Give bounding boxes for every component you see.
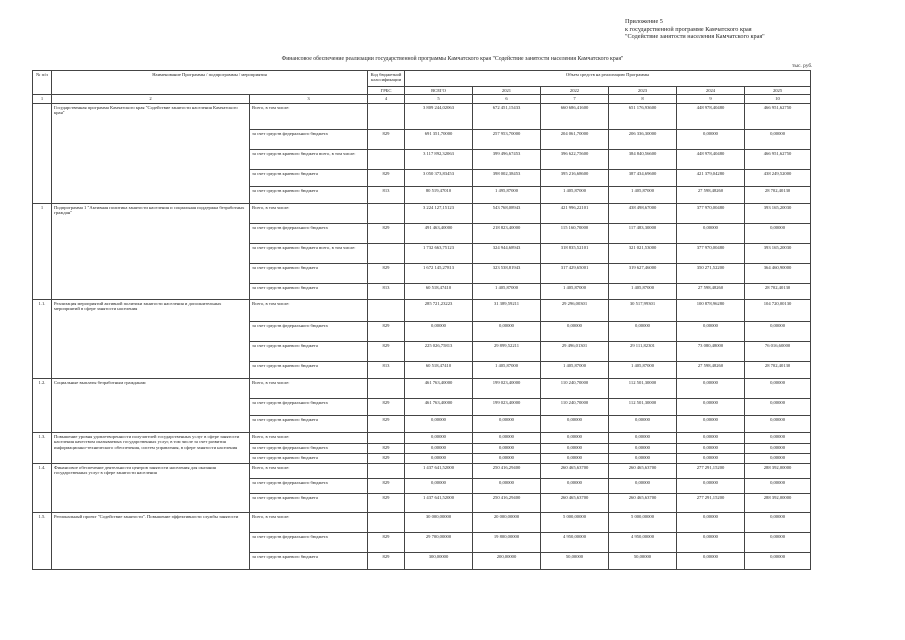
amount-2023: 30 517,99301 [609,299,677,321]
financing-table [32,70,811,570]
grbs-code: 813 [368,283,405,299]
amount-2022: 29 296,00301 [541,299,609,321]
amount-2025: 466 951,62750 [745,149,811,169]
amount-2024: 0,00000 [677,432,745,443]
funding-source: за счет средств федерального бюджета [250,129,368,149]
amount-total: 0,00000 [405,432,473,443]
section-number [33,103,52,203]
amount-total: 3 117 892,32063 [405,149,473,169]
amount-2021: 250 416,29400 [473,463,541,478]
grbs-code [368,432,405,443]
table-row [33,378,811,398]
amount-2021: 1 405,87000 [473,361,541,378]
header-total: ВСЕГО [405,87,473,95]
amount-2021: 1 495,87000 [473,186,541,203]
amount-2022: 0,00000 [541,453,609,463]
amount-2023: 260 465,63700 [609,493,677,512]
funding-source: Всего, в том числе: [250,512,368,532]
header-year-2021: 2021 [473,87,541,95]
grbs-code: 829 [368,532,405,552]
grbs-code [368,203,405,223]
section-name: Региональный проект "Содействие занятости". Повышение эффективности службы занятости [52,512,250,569]
amount-2024: 448 978,40480 [677,149,745,169]
table-row [33,103,811,129]
funding-source: за счет средств краевого бюджета [250,186,368,203]
table-row [33,299,811,321]
amount-total: 1 672 145,27813 [405,263,473,283]
amount-2024: 0,00000 [677,443,745,453]
amount-2022: 421 996,22101 [541,203,609,223]
amount-2025: 393 165,20030 [745,203,811,223]
grbs-code [368,378,405,398]
amount-2024: 27 598,48260 [677,361,745,378]
amount-2023: 0,00000 [609,443,677,453]
amount-2025: 0,00000 [745,415,811,432]
amount-total: 0,00000 [405,415,473,432]
amount-total: 461 763,40000 [405,398,473,415]
amount-2025: 0,00000 [745,129,811,149]
grbs-code: 829 [368,493,405,512]
amount-2024: 0,00000 [677,552,745,569]
amount-2024: 277 291,15200 [677,493,745,512]
table-row [33,463,811,478]
amount-2025: 76 016,60000 [745,341,811,361]
section-name: Подпрограмма 1 "Активная политика занятости населения и социальная поддержка безработных граждан" [52,203,250,299]
amount-2021: 543 768,08943 [473,203,541,223]
funding-source: Всего, в том числе: [250,299,368,321]
amount-2021: 29 899,52211 [473,341,541,361]
amount-2024: 377 970,00480 [677,243,745,263]
amount-total: 29 700,00000 [405,532,473,552]
amount-2021: 0,00000 [473,478,541,493]
amount-2023: 387 434,69600 [609,169,677,186]
amount-2024: 100 878,96280 [677,299,745,321]
funding-source: за счет средств краевого бюджета [250,361,368,378]
header-name: Наименование Программы / подпрограммы / мероприятия [52,71,368,95]
appendix-block [625,18,765,41]
amount-2021: 250 416,29400 [473,493,541,512]
funding-source: за счет средств краевого бюджета [250,552,368,569]
amount-2025: 0,00000 [745,453,811,463]
amount-2025: 28 702,40130 [745,186,811,203]
amount-2022: 1 405,87000 [541,186,609,203]
amount-2021: 199 023,40000 [473,378,541,398]
amount-2023: 112 501,30000 [609,398,677,415]
funding-source: за счет средств краевого бюджета [250,263,368,283]
amount-2023: 5 000,00000 [609,512,677,532]
grbs-code: 829 [368,398,405,415]
amount-2022: 1 405,87000 [541,361,609,378]
amount-2023: 0,00000 [609,453,677,463]
amount-2024: 0,00000 [677,453,745,463]
amount-2023: 1 405,87000 [609,283,677,299]
amount-2021: 398 002,38453 [473,169,541,186]
amount-2021: 1 405,87000 [473,283,541,299]
amount-2024: 0,00000 [677,532,745,552]
header-code-group: Код бюджетной классификации [368,71,405,87]
funding-source: за счет средств краевого бюджета [250,453,368,463]
amount-total: 1 437 641,52000 [405,463,473,478]
funding-source: Всего, в том числе: [250,432,368,443]
funding-source: Всего, в том числе: [250,203,368,223]
amount-2024: 277 291,15200 [677,463,745,478]
amount-2021: 0,00000 [473,453,541,463]
funding-source: Всего, в том числе: [250,463,368,478]
amount-2025: 0,00000 [745,443,811,453]
amount-2021: 324 944,68943 [473,243,541,263]
section-number: 1.4. [33,463,52,512]
funding-source: за счет средств краевого бюджета [250,415,368,432]
amount-total: 225 026,75813 [405,341,473,361]
amount-2023: 0,00000 [609,415,677,432]
amount-total: 461 763,40000 [405,378,473,398]
funding-source: за счет средств краевого бюджета [250,169,368,186]
unit-label: тыс. руб. [792,63,813,69]
amount-2023: 260 465,63700 [609,463,677,478]
amount-2025: 0,00000 [745,532,811,552]
amount-2022: 50,00000 [541,552,609,569]
funding-source: за счет средств федерального бюджета [250,532,368,552]
header-year-2023: 2023 [609,87,677,95]
amount-2025: 0,00000 [745,512,811,532]
section-name: Реализация мероприятий активной политики занятости населения и дополнительных мероприятий в сфере занятости населения [52,299,250,378]
funding-source: за счет средств федерального бюджета [250,443,368,453]
amount-2023: 0,00000 [609,321,677,341]
amount-2022: 395 216,68600 [541,169,609,186]
amount-total: 60 518,47410 [405,361,473,378]
amount-2023: 319 627,46000 [609,263,677,283]
amount-2022: 260 465,63700 [541,493,609,512]
column-number: 10 [745,95,811,103]
grbs-code: 829 [368,552,405,569]
amount-2023: 438 498,67000 [609,203,677,223]
amount-2025: 364 460,90000 [745,263,811,283]
amount-2021: 0,00000 [473,415,541,432]
amount-2021: 218 823,40000 [473,223,541,243]
amount-2023: 0,00000 [609,478,677,493]
amount-total: 3 809 244,02063 [405,103,473,129]
amount-2024: 0,00000 [677,415,745,432]
grbs-code: 829 [368,478,405,493]
appendix-line: к государственной программе Камчатского края [625,25,752,33]
column-number: 6 [473,95,541,103]
funding-source: за счет средств краевого бюджета [250,341,368,361]
amount-2023: 112 501,30000 [609,378,677,398]
amount-total: 30 000,00000 [405,512,473,532]
amount-2025: 0,00000 [745,432,811,443]
grbs-code [368,149,405,169]
table-body [33,103,811,569]
column-number: 4 [368,95,405,103]
table-row [33,512,811,532]
amount-total: 0,00000 [405,453,473,463]
amount-total: 0,00000 [405,321,473,341]
grbs-code: 829 [368,415,405,432]
amount-2025: 0,00000 [745,478,811,493]
amount-2021: 399 496,67453 [473,149,541,169]
amount-2023: 29 111,82301 [609,341,677,361]
amount-2024: 421 379,04280 [677,169,745,186]
amount-total: 1 437 641,52000 [405,493,473,512]
amount-total: 80 519,47010 [405,186,473,203]
header-year-2025: 2025 [745,87,811,95]
amount-2025: 438 249,52000 [745,169,811,186]
amount-2023: 50,00000 [609,552,677,569]
amount-2023: 321 021,53000 [609,243,677,263]
header-year-2022: 2022 [541,87,609,95]
grbs-code: 813 [368,186,405,203]
amount-2024: 448 978,40480 [677,103,745,129]
amount-2021: 0,00000 [473,443,541,453]
amount-2023: 0,00000 [609,432,677,443]
amount-2024: 0,00000 [677,321,745,341]
amount-2024: 73 080,48000 [677,341,745,361]
amount-2022: 0,00000 [541,443,609,453]
amount-total: 491 463,40000 [405,223,473,243]
grbs-code: 829 [368,223,405,243]
amount-2024: 0,00000 [677,398,745,415]
column-number: 2 [52,95,250,103]
amount-2025: 288 392,00000 [745,493,811,512]
section-number: 1.2. [33,378,52,432]
column-number: 8 [609,95,677,103]
amount-total: 0,00000 [405,443,473,453]
section-number: 1.5. [33,512,52,569]
header-year-2024: 2024 [677,87,745,95]
amount-2025: 0,00000 [745,321,811,341]
header-grbs: ГРБС [368,87,405,95]
amount-2024: 0,00000 [677,378,745,398]
amount-2022: 396 622,75600 [541,149,609,169]
column-number: 9 [677,95,745,103]
grbs-code: 829 [368,169,405,186]
appendix-line: Приложение 5 [625,18,663,25]
amount-2025: 0,00000 [745,398,811,415]
amount-2025: 104 720,00130 [745,299,811,321]
amount-total: 1 732 663,75123 [405,243,473,263]
amount-2023: 4 950,00000 [609,532,677,552]
grbs-code [368,512,405,532]
amount-2021: 323 538,81943 [473,263,541,283]
grbs-code [368,103,405,129]
funding-source: за счет средств краевого бюджета [250,493,368,512]
amount-2023: 651 176,93600 [609,103,677,129]
amount-2025: 28 702,40130 [745,361,811,378]
amount-2021: 20 000,00000 [473,512,541,532]
amount-2025: 28 702,40130 [745,283,811,299]
grbs-code: 829 [368,443,405,453]
column-number-row [33,95,811,103]
amount-2024: 0,00000 [677,129,745,149]
appendix-line: "Содействие занятости населения Камчатского края" [625,33,765,41]
funding-source: за счет средств федерального бюджета [250,478,368,493]
funding-source: за счет средств федерального бюджета [250,398,368,415]
amount-2022: 29 496,01301 [541,341,609,361]
amount-2023: 206 336,30000 [609,129,677,149]
amount-2025: 393 165,20030 [745,243,811,263]
amount-total: 60 518,47410 [405,283,473,299]
funding-source: за счет средств краевого бюджета всего, в том числе: [250,149,368,169]
amount-2022: 110 240,70000 [541,398,609,415]
amount-2021: 199 023,40000 [473,398,541,415]
amount-2021: 31 389,59211 [473,299,541,321]
amount-total: 285 721,23223 [405,299,473,321]
funding-source: Всего, в том числе: [250,378,368,398]
grbs-code: 829 [368,263,405,283]
amount-2022: 204 061,70000 [541,129,609,149]
document-title: Финансовое обеспечение реализации государственной программы Камчатского края "Содействие занятости населения Камчатского края" [281,56,624,62]
amount-2022: 660 686,41600 [541,103,609,129]
column-number: 1 [33,95,52,103]
amount-2022: 0,00000 [541,432,609,443]
amount-total: 691 351,70000 [405,129,473,149]
funding-source: за счет средств федерального бюджета [250,223,368,243]
amount-2021: 257 953,70000 [473,129,541,149]
amount-2021: 200,00000 [473,552,541,569]
grbs-code [368,463,405,478]
amount-total: 3 224 127,15123 [405,203,473,223]
grbs-code [368,243,405,263]
amount-2024: 27 598,48260 [677,186,745,203]
table-row [33,203,811,223]
grbs-code [368,299,405,321]
grbs-code: 829 [368,321,405,341]
amount-2025: 0,00000 [745,378,811,398]
section-number: 1.1. [33,299,52,378]
funding-source: Всего, в том числе: [250,103,368,129]
amount-2024: 350 271,52200 [677,263,745,283]
amount-2025: 0,00000 [745,223,811,243]
section-name: Финансовое обеспечение деятельности центров занятости населения для оказания государственных услуг в сфере занятости населения [52,463,250,512]
funding-source: за счет средств краевого бюджета [250,283,368,299]
amount-2022: 110 240,70000 [541,378,609,398]
grbs-code: 829 [368,453,405,463]
amount-total: 3 050 373,83453 [405,169,473,186]
amount-2021: 0,00000 [473,321,541,341]
amount-2025: 0,00000 [745,552,811,569]
funding-source: за счет средств краевого бюджета всего, в том числе: [250,243,368,263]
amount-2024: 0,00000 [677,478,745,493]
header-num: № п/п [33,71,52,95]
amount-2022: 318 835,52101 [541,243,609,263]
amount-2022: 0,00000 [541,321,609,341]
amount-2022: 260 465,63700 [541,463,609,478]
amount-2025: 288 392,00000 [745,463,811,478]
amount-2022: 0,00000 [541,415,609,432]
amount-2021: 0,00000 [473,432,541,443]
header-volume-group: Объем средств на реализацию Программы [405,71,811,87]
section-name: Социальные выплаты безработным гражданам [52,378,250,432]
amount-2023: 1 405,87000 [609,186,677,203]
amount-2024: 27 598,48260 [677,283,745,299]
amount-2022: 4 950,00000 [541,532,609,552]
amount-2021: 672 451,15433 [473,103,541,129]
amount-2024: 0,00000 [677,512,745,532]
section-number: 1.3. [33,432,52,463]
amount-2022: 0,00000 [541,478,609,493]
grbs-code: 813 [368,361,405,378]
column-number: 7 [541,95,609,103]
amount-2021: 19 800,00000 [473,532,541,552]
amount-2024: 0,00000 [677,223,745,243]
amount-2023: 117 483,30000 [609,223,677,243]
amount-2024: 377 970,00480 [677,203,745,223]
amount-2022: 1 405,87000 [541,283,609,299]
amount-2022: 317 429,65001 [541,263,609,283]
section-name: Государственная программа Камчатского края "Содействие занятости населения Камчатского края" [52,103,250,203]
amount-total: 300,00000 [405,552,473,569]
grbs-code: 829 [368,129,405,149]
amount-2023: 1 405,87000 [609,361,677,378]
amount-2022: 5 000,00000 [541,512,609,532]
section-name: Повышение уровня удовлетворенности получателей государственных услуг в сфере занятости населения качеством оказываемых государственных услуг, в том числе за счет развития информационно-технического обеспечения, систем управления, в сфере занятости населения [52,432,250,463]
column-number: 5 [405,95,473,103]
grbs-code: 829 [368,341,405,361]
section-number: 1 [33,203,52,299]
amount-2023: 384 840,56600 [609,149,677,169]
amount-2025: 466 951,62750 [745,103,811,129]
column-number: 3 [250,95,368,103]
funding-source: за счет средств федерального бюджета [250,321,368,341]
amount-2022: 115 160,70000 [541,223,609,243]
table-row [33,432,811,443]
amount-total: 0,00000 [405,478,473,493]
